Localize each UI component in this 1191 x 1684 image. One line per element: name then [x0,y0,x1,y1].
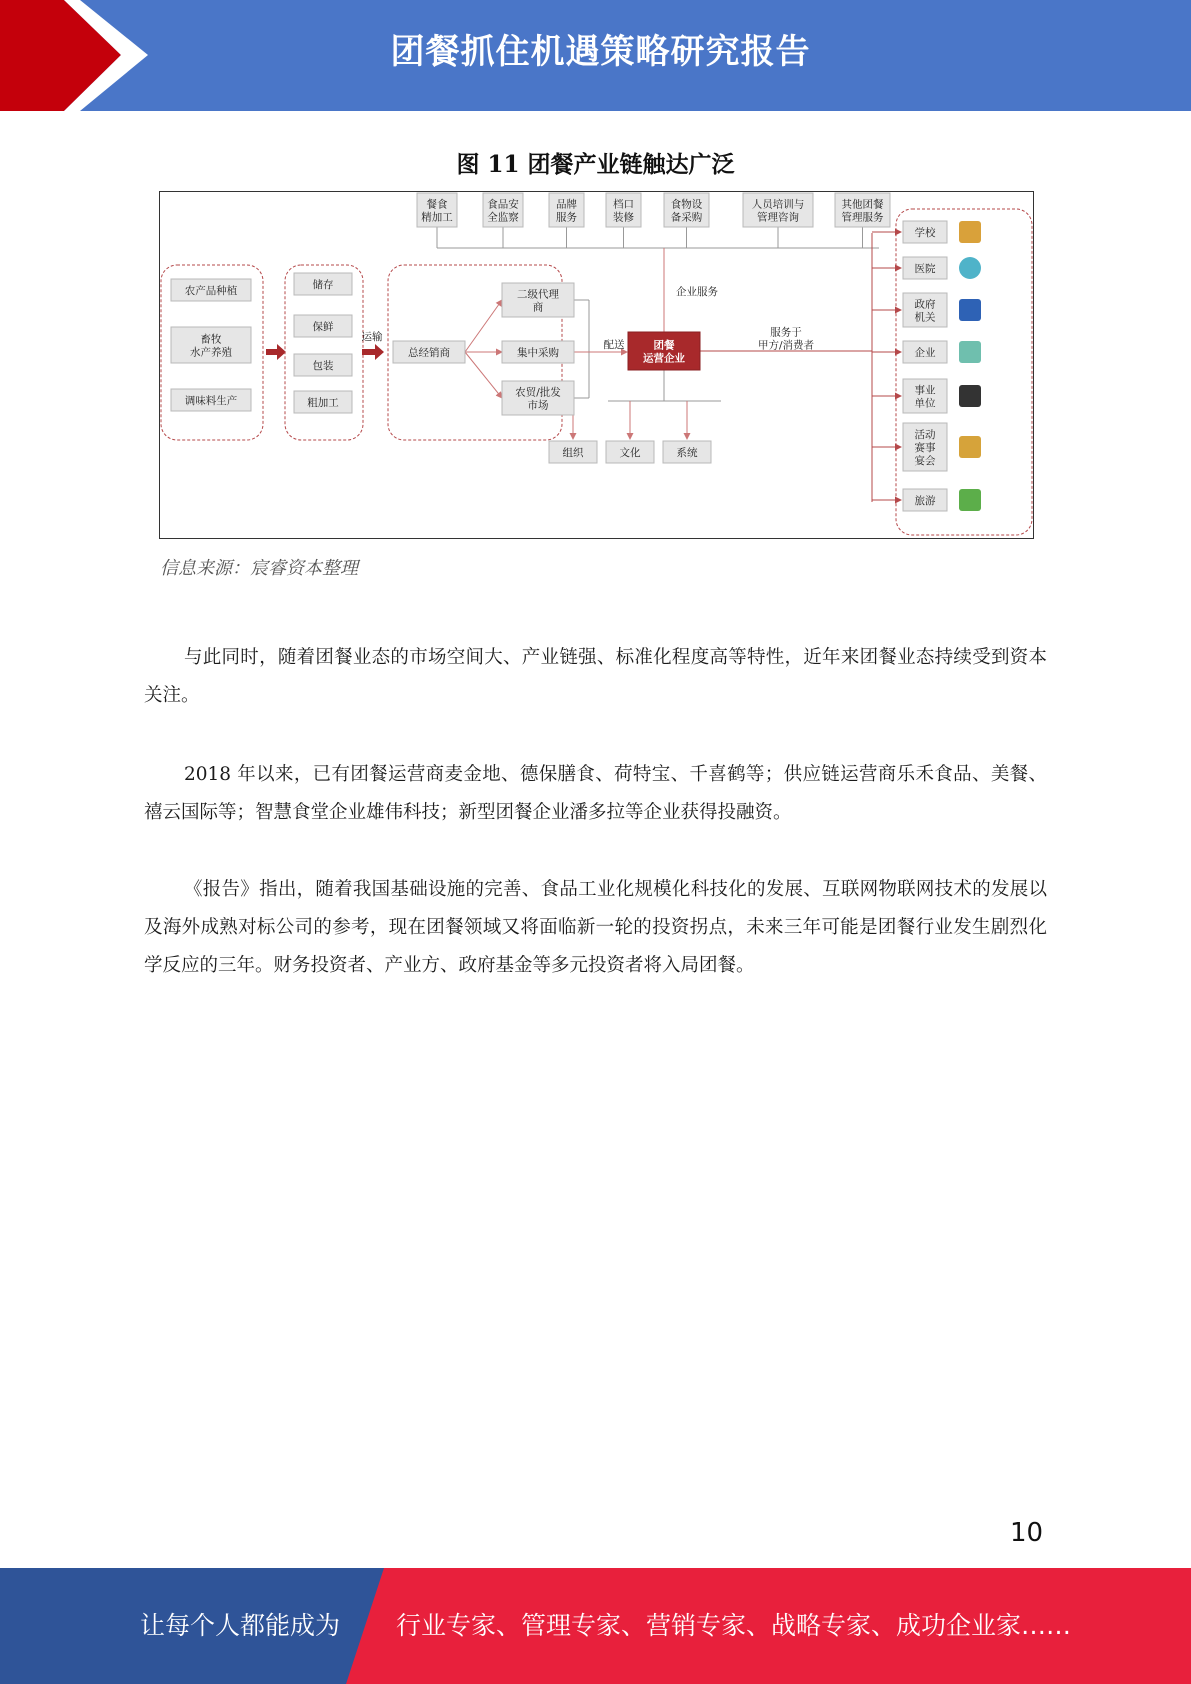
client-7-icon [959,489,981,511]
client-1-icon [959,221,981,243]
process-1-label: 储存 [312,279,334,291]
top-service-4-label: 档口装修 [613,198,634,224]
client-5-label: 事业单位 [914,384,936,410]
header-title: 团餐抓住机遇策略研究报告 [390,32,811,72]
top-service-3-label: 品牌服务 [556,198,577,224]
page-number: 10 [1010,1518,1044,1548]
top-service-7-label: 其他团餐管理服务 [841,198,884,224]
top-service-5-label: 食物设备采购 [670,198,703,224]
bottom-2-label: 文化 [619,447,641,459]
client-4-label: 企业 [914,347,936,359]
footer-slogan-left: 让每个人都能成为 [140,1611,341,1640]
bottom-3-label: 系统 [676,447,698,459]
page-footer [0,1568,1191,1684]
figure-title: 图 11 团餐产业链触达广泛 [456,151,735,178]
channel-1-label: 二级代理商 [517,288,559,314]
client-6-label: 活动赛事宴会 [914,429,936,467]
client-2-icon [959,257,981,279]
industry-chain-diagram [159,191,1034,539]
agri-1-label: 农产品种植 [184,285,238,297]
transport-label: 运输 [361,331,383,343]
top-service-2-label: 食品安全监察 [487,198,519,224]
process-2-label: 保鲜 [312,321,334,333]
footer-slogan-right: 行业专家、管理专家、营销专家、战略专家、成功企业家…… [396,1611,1072,1640]
paragraph-2: 2018 年以来，已有团餐运营商麦金地、德保膳食、荷特宝、千喜鹤等；供应链运营商乐禾食品、美餐、禧云国际等；智慧食堂企业雄伟科技；新型团餐企业潘多拉等企业获得投融资。 [144,764,1047,823]
delivery-label: 配送 [603,339,625,351]
figure-source: 信息来源：宸睿资本整理 [160,558,358,579]
channel-3-label: 农贸/批发市场 [515,386,561,412]
client-2-label: 医院 [914,263,936,275]
core-enterprise-label: 团餐运营企业 [643,339,685,365]
agri-2-label: 畜牧水产养殖 [190,333,232,359]
client-4-icon [959,341,981,363]
client-7-label: 旅游 [914,495,936,507]
top-service-6-label: 人员培训与管理咨询 [751,198,805,224]
main-distributor-label: 总经销商 [408,347,450,359]
client-1-label: 学校 [914,227,936,239]
page-header [0,0,1191,111]
process-3-label: 包装 [312,360,334,372]
bottom-1-label: 组织 [562,447,584,459]
serve-label: 服务于甲方/消费者 [757,326,815,352]
client-6-icon [959,436,981,458]
paragraph-3: 《报告》指出，随着我国基础设施的完善、食品工业化规模化科技化的发展、互联网物联网技术的发展以及海外成熟对标公司的参考，现在团餐领域又将面临新一轮的投资拐点，未来三年可能是团餐行业发生剧烈化学反应的三年。财务投资者、产业方、政府基金等多元投资者将入局团餐。 [144,879,1047,976]
paragraph-1: 与此同时，随着团餐业态的市场空间大、产业链强、标准化程度高等特性，近年来团餐业态持续受到资本关注。 [144,647,1047,706]
client-3-label: 政府机关 [914,298,936,324]
channel-2-label: 集中采购 [517,347,559,359]
client-5-icon [959,385,981,407]
process-4-label: 粗加工 [307,397,339,409]
top-service-1-label: 餐食精加工 [421,198,453,224]
client-3-icon [959,299,981,321]
enterprise-service-label: 企业服务 [676,286,718,298]
agri-3-label: 调味料生产 [184,395,238,407]
